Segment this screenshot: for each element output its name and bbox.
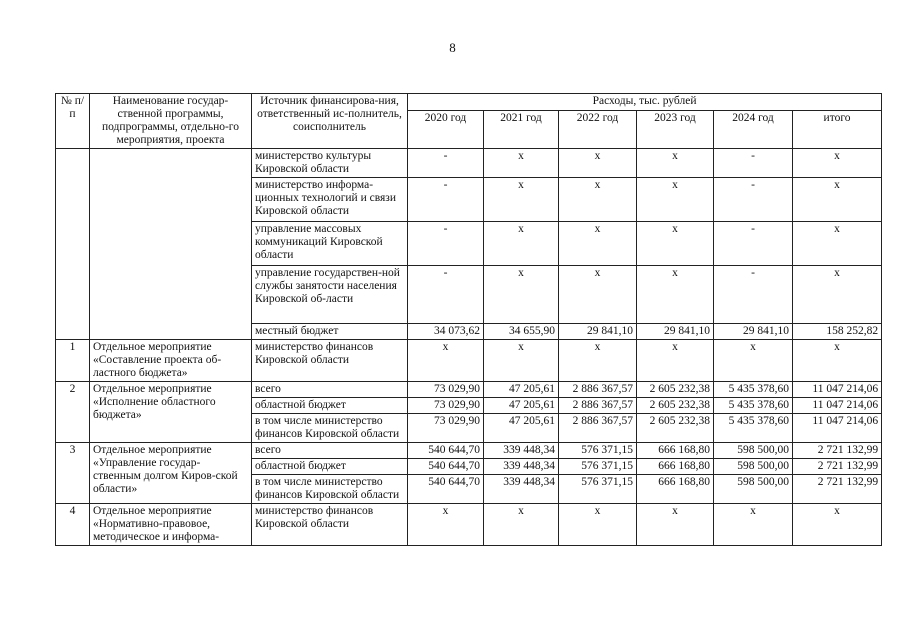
page-number: 8 <box>449 40 456 55</box>
num-cell: 4 <box>56 504 90 546</box>
num-cell: 2 <box>56 382 90 443</box>
value-cell: 5 435 378,60 <box>714 414 793 443</box>
value-cell: x <box>637 340 714 382</box>
value-cell: 2 721 132,99 <box>793 459 882 475</box>
header-row <box>56 94 882 111</box>
value-cell: x <box>484 504 559 546</box>
value-cell: x <box>793 340 882 382</box>
value-cell: 540 644,70 <box>408 443 484 459</box>
value-cell: 2 721 132,99 <box>793 443 882 459</box>
value-cell: 2 605 232,38 <box>637 398 714 414</box>
value-cell: 11 047 214,06 <box>793 414 882 443</box>
value-cell: 47 205,61 <box>484 398 559 414</box>
value-cell: 11 047 214,06 <box>793 398 882 414</box>
header-total: итого <box>793 111 882 149</box>
name-cell: Отдельное мероприятие «Исполнение областного бюджета» <box>90 382 252 443</box>
value-cell: 2 886 367,57 <box>559 382 637 398</box>
value-cell: - <box>408 149 484 178</box>
value-cell: x <box>484 178 559 222</box>
value-cell: x <box>484 340 559 382</box>
value-cell: 5 435 378,60 <box>714 398 793 414</box>
value-cell: 2 605 232,38 <box>637 414 714 443</box>
value-cell: 2 886 367,57 <box>559 398 637 414</box>
value-cell: x <box>793 149 882 178</box>
value-cell: x <box>637 504 714 546</box>
source-cell: министерство финансов Кировской области <box>252 340 408 382</box>
value-cell: x <box>714 340 793 382</box>
value-cell: 34 073,62 <box>408 324 484 340</box>
name-cell: Отдельное мероприятие «Составление проекта об-ластного бюджета» <box>90 340 252 382</box>
source-cell: всего <box>252 443 408 459</box>
source-cell: областной бюджет <box>252 459 408 475</box>
header-expenses: Расходы, тыс. рублей <box>408 94 882 111</box>
value-cell: 576 371,15 <box>559 459 637 475</box>
value-cell: x <box>559 149 637 178</box>
source-cell: министерство культуры Кировской области <box>252 149 408 178</box>
source-cell: в том числе министерство финансов Кировской области <box>252 475 408 504</box>
header-name: Наименование государ-ственной программы, подпрограммы, отдельно-го мероприятия, проекта <box>90 94 252 149</box>
table-row <box>56 443 882 459</box>
value-cell: 576 371,15 <box>559 475 637 504</box>
value-cell: 598 500,00 <box>714 475 793 504</box>
num-cell: 3 <box>56 443 90 504</box>
source-cell: областной бюджет <box>252 398 408 414</box>
source-cell: министерство информа-ционных технологий и связи Кировской области <box>252 178 408 222</box>
table-row <box>56 340 882 382</box>
budget-table <box>55 93 882 546</box>
value-cell: 47 205,61 <box>484 414 559 443</box>
value-cell: 11 047 214,06 <box>793 382 882 398</box>
name-cell <box>90 149 252 340</box>
source-cell: всего <box>252 382 408 398</box>
value-cell: - <box>408 178 484 222</box>
value-cell: x <box>559 504 637 546</box>
value-cell: 666 168,80 <box>637 443 714 459</box>
value-cell: x <box>793 504 882 546</box>
num-cell: 1 <box>56 340 90 382</box>
value-cell: x <box>408 340 484 382</box>
value-cell: x <box>637 222 714 266</box>
header-source: Источник финансирова-ния, ответственный ис-полнитель, соисполнитель <box>252 94 408 149</box>
value-cell: x <box>637 178 714 222</box>
table-row <box>56 504 882 546</box>
source-cell: в том числе министерство финансов Кировской области <box>252 414 408 443</box>
value-cell: x <box>637 149 714 178</box>
value-cell: 2 721 132,99 <box>793 475 882 504</box>
value-cell: 47 205,61 <box>484 382 559 398</box>
value-cell: x <box>484 149 559 178</box>
value-cell: - <box>714 178 793 222</box>
value-cell: x <box>559 340 637 382</box>
value-cell: - <box>714 149 793 178</box>
header-year: 2021 год <box>484 111 559 149</box>
table-row <box>56 149 882 178</box>
header-year: 2020 год <box>408 111 484 149</box>
value-cell: x <box>793 266 882 324</box>
value-cell: - <box>714 222 793 266</box>
source-cell: местный бюджет <box>252 324 408 340</box>
value-cell: 576 371,15 <box>559 443 637 459</box>
value-cell: 339 448,34 <box>484 443 559 459</box>
value-cell: 5 435 378,60 <box>714 382 793 398</box>
value-cell: 73 029,90 <box>408 398 484 414</box>
value-cell: 339 448,34 <box>484 475 559 504</box>
value-cell: 29 841,10 <box>714 324 793 340</box>
value-cell: 666 168,80 <box>637 475 714 504</box>
value-cell: x <box>714 504 793 546</box>
value-cell: x <box>793 222 882 266</box>
value-cell: 598 500,00 <box>714 443 793 459</box>
value-cell: - <box>408 222 484 266</box>
value-cell: x <box>559 178 637 222</box>
value-cell: x <box>484 222 559 266</box>
value-cell: 2 886 367,57 <box>559 414 637 443</box>
value-cell: 598 500,00 <box>714 459 793 475</box>
value-cell: - <box>408 266 484 324</box>
source-cell: управление государствен-ной службы занятости населения Кировской об-ласти <box>252 266 408 324</box>
value-cell: 2 605 232,38 <box>637 382 714 398</box>
value-cell: x <box>637 266 714 324</box>
value-cell: 158 252,82 <box>793 324 882 340</box>
name-cell: Отдельное мероприятие «Нормативно-правовое, методическое и информа- <box>90 504 252 546</box>
value-cell: 29 841,10 <box>637 324 714 340</box>
header-year: 2022 год <box>559 111 637 149</box>
value-cell: 73 029,90 <box>408 382 484 398</box>
value-cell: 34 655,90 <box>484 324 559 340</box>
value-cell: 666 168,80 <box>637 459 714 475</box>
value-cell: 73 029,90 <box>408 414 484 443</box>
value-cell: x <box>559 222 637 266</box>
value-cell: - <box>714 266 793 324</box>
name-cell: Отдельное мероприятие «Управление государ-ственным долгом Киров-ской области» <box>90 443 252 504</box>
value-cell: x <box>559 266 637 324</box>
header-year: 2023 год <box>637 111 714 149</box>
num-cell <box>56 149 90 340</box>
source-cell: управление массовых коммуникаций Кировской области <box>252 222 408 266</box>
value-cell: x <box>408 504 484 546</box>
table-row <box>56 382 882 398</box>
value-cell: 29 841,10 <box>559 324 637 340</box>
value-cell: 540 644,70 <box>408 459 484 475</box>
value-cell: x <box>793 178 882 222</box>
header-num: № п/п <box>56 94 90 149</box>
value-cell: 339 448,34 <box>484 459 559 475</box>
value-cell: 540 644,70 <box>408 475 484 504</box>
source-cell: министерство финансов Кировской области <box>252 504 408 546</box>
value-cell: x <box>484 266 559 324</box>
header-year: 2024 год <box>714 111 793 149</box>
